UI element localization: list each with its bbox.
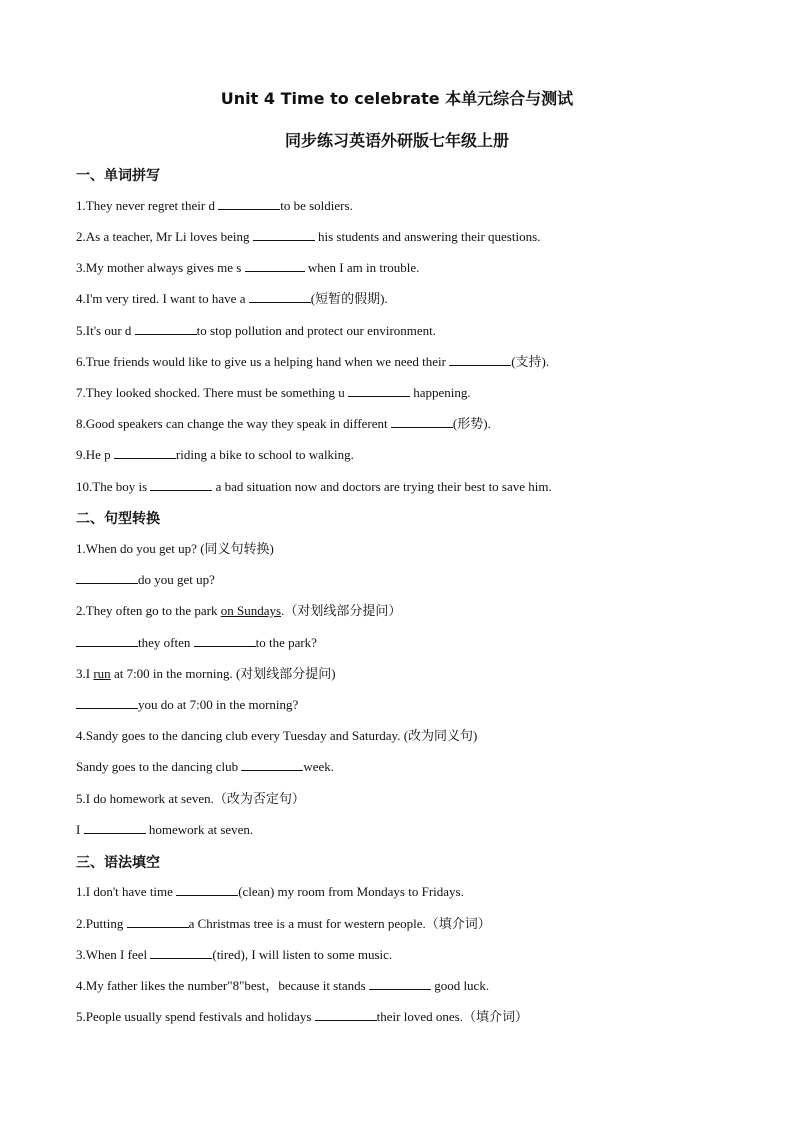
question-line: they often to the park? (76, 634, 736, 652)
question-line: do you get up? (76, 571, 736, 589)
question-line: 5.People usually spend festivals and holidays their loved ones.（填介词） (76, 1009, 528, 1024)
question-line: 2.Putting a Christmas tree is a must for western people.（填介词） (76, 916, 491, 931)
answer-blank[interactable] (241, 758, 303, 771)
answer-blank[interactable] (249, 290, 311, 303)
question-line: 10.The boy is a bad situation now and doctors are trying their best to save him. (76, 479, 552, 494)
answer-blank[interactable] (315, 1008, 377, 1021)
section-heading: 三、语法填空 (76, 855, 160, 871)
answer-blank[interactable] (176, 883, 238, 896)
answer-blank[interactable] (218, 197, 280, 210)
answer-blank[interactable] (391, 415, 453, 428)
page-title: Unit 4 Time to celebrate 本单元综合与测试 (220, 89, 574, 108)
question-line: 3.I run at 7:00 in the morning. (对划线部分提问) (76, 666, 336, 681)
answer-blank[interactable] (245, 259, 305, 272)
question-line: 2.They often go to the park on Sundays.（对划线部分提问） (76, 603, 402, 618)
answer-blank[interactable] (114, 446, 176, 459)
answer-blank[interactable] (76, 634, 138, 647)
question-line: 7.They looked shocked. There must be something u happening. (76, 385, 471, 400)
underlined-phrase: on Sundays (220, 603, 282, 618)
answer-blank[interactable] (253, 228, 315, 241)
answer-blank[interactable] (135, 322, 197, 335)
answer-blank[interactable] (84, 821, 146, 834)
question-line: 1.I don't have time (clean) my room from Mondays to Fridays. (76, 884, 464, 899)
question-line: 1.They never regret their d to be soldiers. (76, 198, 353, 213)
answer-blank[interactable] (449, 353, 511, 366)
answer-blank[interactable] (76, 696, 138, 709)
section-heading: 二、句型转换 (76, 511, 160, 527)
question-line: 4.Sandy goes to the dancing club every Tuesday and Saturday. (改为同义句) (76, 728, 478, 743)
question-line: 5.It's our d to stop pollution and protect our environment. (76, 323, 437, 338)
answer-blank[interactable] (348, 384, 410, 397)
question-line: 8.Good speakers can change the way they speak in different (形势). (76, 416, 491, 431)
answer-blank[interactable] (76, 571, 138, 584)
question-line: 6.True friends would like to give us a helping hand when we need their (支持). (76, 354, 550, 369)
underlined-phrase: run (93, 666, 111, 681)
answer-blank[interactable] (150, 478, 212, 491)
question-line: I homework at seven. (76, 822, 254, 837)
question-line: you do at 7:00 in the morning? (76, 696, 736, 714)
question-line: 9.He p riding a bike to school to walking. (76, 447, 354, 462)
page-subtitle: 同步练习英语外研版七年级上册 (284, 131, 509, 150)
section-heading: 一、单词拼写 (76, 168, 160, 184)
answer-blank[interactable] (150, 946, 212, 959)
answer-blank[interactable] (194, 634, 256, 647)
question-line: 5.I do homework at seven.（改为否定句） (76, 791, 305, 806)
question-line: 1.When do you get up? (同义句转换) (76, 541, 274, 556)
question-line: 2.As a teacher, Mr Li loves being his students and answering their questions. (76, 229, 541, 244)
answer-blank[interactable] (127, 915, 189, 928)
question-line: 3.My mother always gives me s when I am in trouble. (76, 260, 420, 275)
answer-blank[interactable] (369, 977, 431, 990)
question-line: 4.I'm very tired. I want to have a (短暂的假期). (76, 291, 388, 306)
question-line: 4.My father likes the number"8"best，because it stands good luck. (76, 978, 490, 993)
question-line: Sandy goes to the dancing club week. (76, 759, 335, 774)
question-line: 3.When I feel (tired), I will listen to some music. (76, 947, 393, 962)
